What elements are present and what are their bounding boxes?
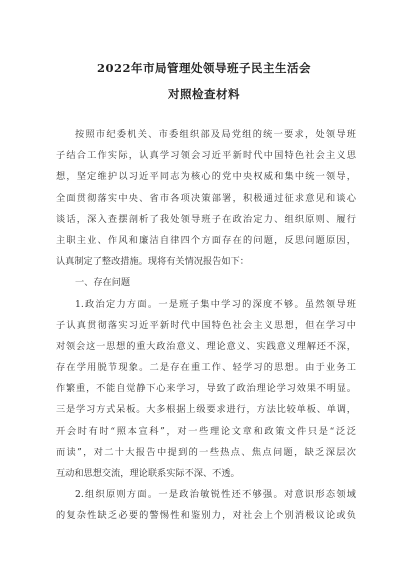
section-heading: 一、存在问题 bbox=[75, 277, 131, 289]
paragraph-line: 互动和思想交流，理论联系实际不深、不透。 bbox=[56, 468, 240, 479]
document-title: 2022年市局管理处领导班子民主生活会 bbox=[96, 61, 311, 75]
paragraph-line: 作繁重，不能自觉静下心来学习，导致了政治理论学习效果不明显。 bbox=[56, 383, 356, 395]
document-body bbox=[56, 124, 356, 527]
paragraph-line: 认真制定了整改措施。现将有关情况报告如下： bbox=[56, 256, 249, 268]
paragraph-line: 开会时有时“照本宣科”，对一些理论文章和政策文件只是“泛泛 bbox=[56, 425, 356, 437]
paragraph-line: 对领会这一思想的重大政治意义、理论意义、实践意义理解还不深， bbox=[56, 340, 356, 352]
document-subtitle: 对照检查材料 bbox=[168, 87, 240, 101]
paragraph-line: 谈话，深入查摆剖析了我处领导班子在政治定力、组织原则、履行 bbox=[56, 213, 356, 225]
paragraph-line: 三是学习方式呆板。大多根据上级要求进行，方法比较单板、单调， bbox=[56, 404, 356, 416]
paragraph-line: 而读”，对二十大报告中提到的一些热点、焦点问题，缺乏深层次 bbox=[56, 446, 356, 458]
paragraph-line: 按照市纪委机关、市委组织部及局党组的统一要求，处领导班 bbox=[75, 129, 356, 140]
paragraph-line: 子结合工作实际，认真学习领会习近平新时代中国特色社会主义思 bbox=[56, 150, 356, 162]
paragraph-line: 1.政治定力方面。一是班子集中学习的深度不够。虽然领导班 bbox=[75, 298, 356, 310]
paragraph-line: 子认真贯彻落实习近平新时代中国特色社会主义思想，但在学习中 bbox=[56, 319, 356, 331]
paragraph-line: 全面贯彻落实中央、省市各项决策部署，积极通过征求意见和谈心 bbox=[56, 192, 356, 204]
paragraph-line: 的复杂性缺乏必要的警惕性和鉴别力，对社会上个别消极议论或负 bbox=[56, 510, 356, 522]
paragraph-line: 想，坚定维护以习近平同志为核心的党中央权威和集中统一领导， bbox=[56, 171, 356, 183]
paragraph-line: 主职主业、作风和廉洁自律四个方面存在的问题，反思问题原因， bbox=[56, 234, 356, 246]
paragraph-line: 存在学用脱节现象。二是存在重工作、轻学习的思想。由于业务工 bbox=[56, 362, 356, 374]
paragraph-line: 2.组织原则方面。一是政治敏锐性还不够强。对意识形态领域 bbox=[75, 489, 356, 501]
